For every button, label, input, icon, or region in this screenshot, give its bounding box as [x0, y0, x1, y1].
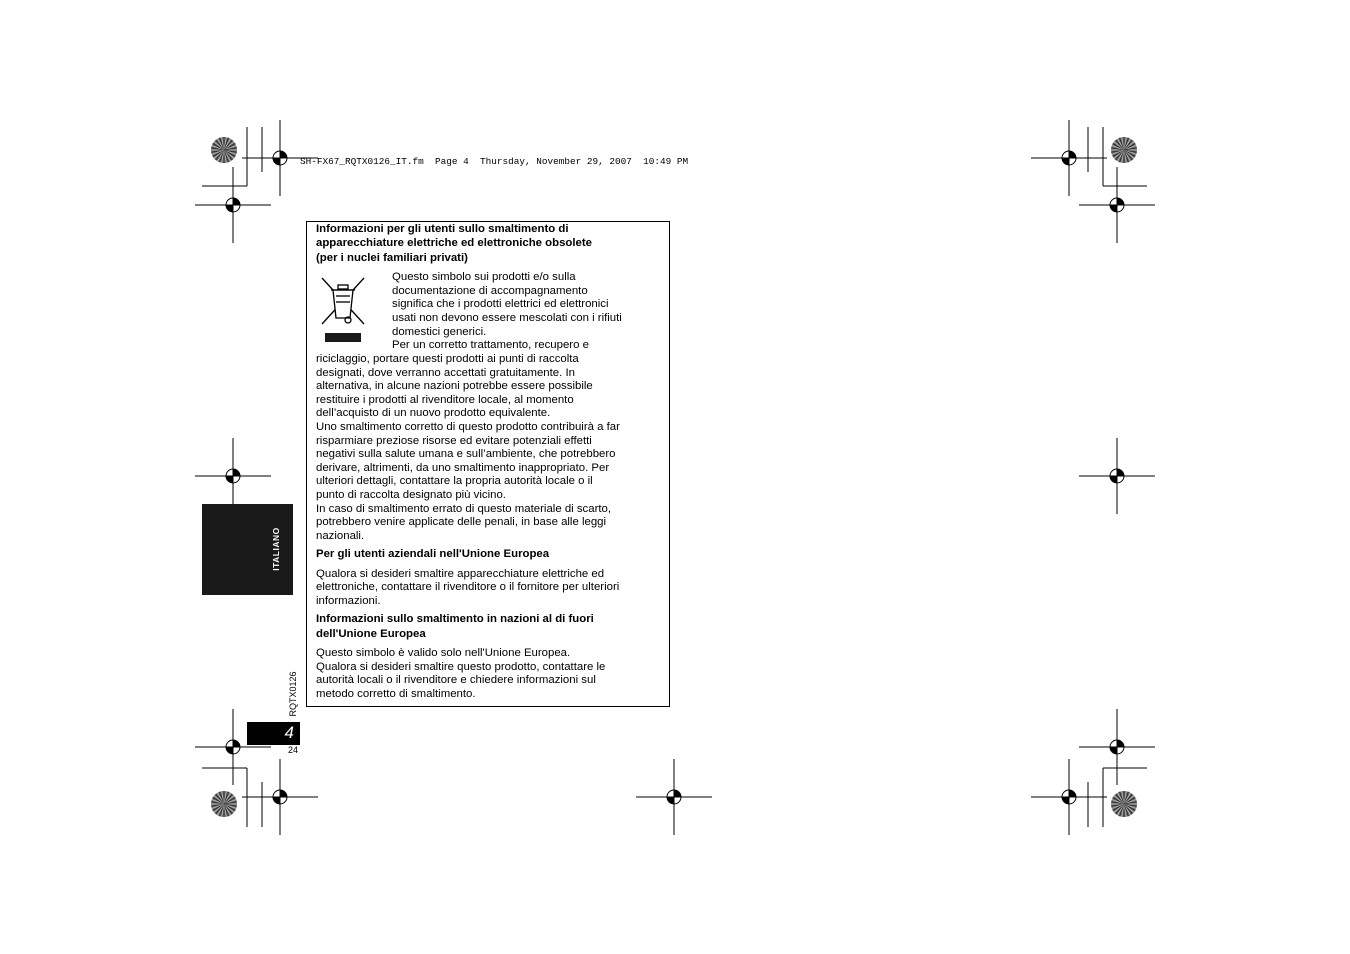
notice-title-line: (per i nuclei familiari privati) — [316, 252, 468, 264]
crosshair-mark — [195, 167, 271, 243]
crosshair-mark — [1079, 438, 1155, 514]
crossed-out-wheeled-bin-icon — [318, 276, 368, 346]
page-number-box — [247, 722, 300, 745]
outside-eu-text-line: autorità locali o il rivenditore e chiedere informazioni sul — [316, 674, 596, 686]
page-number: 4 — [284, 723, 294, 742]
body-text-line: risparmiare preziose risorse ed evitare potenziali effetti — [316, 435, 592, 447]
body-text-line: Uno smaltimento corretto di questo prodotto contribuirà a far — [316, 421, 620, 433]
body-text-line: restituire i prodotti al rivenditore locale, al momento — [316, 394, 574, 406]
body-text-line: alternativa, in alcune nazioni potrebbe essere possibile — [316, 380, 593, 392]
body-text-line: riciclaggio, portare questi prodotti ai punti di raccolta — [316, 353, 579, 365]
symbol-text-line: domestici generici. — [392, 326, 487, 338]
business-text-line: informazioni. — [316, 595, 381, 607]
body-text-line: derivare, altrimenti, da uno smaltimento inappropriato. Per — [316, 462, 610, 474]
body-text-line: punto di raccolta designato più vicino. — [316, 489, 506, 501]
crosshair-mark — [636, 759, 712, 835]
body-text-line: negativi sulla salute umana e sull’ambiente, che potrebbero — [316, 448, 616, 460]
outside-eu-text-line: Questo simbolo è valido solo nell'Unione Europea. — [316, 647, 571, 659]
business-text-line: elettroniche, contattare il rivenditore o il fornitore per ulteriori — [316, 581, 620, 593]
notice-title-line: apparecchiature elettriche ed elettroniche obsolete — [316, 237, 592, 249]
business-text-line: Qualora si desideri smaltire apparecchiature elettriche ed — [316, 568, 605, 580]
body-text-line: In caso di smaltimento errato di questo materiale di scarto, — [316, 503, 612, 515]
model-code: RQTX0126 — [288, 671, 298, 717]
starburst-mark — [211, 137, 237, 163]
file-info-header: SH-FX67_RQTX0126_IT.fm Page 4 Thursday, November 29, 2007 10:49 PM — [300, 156, 689, 167]
body-text-line: nazionali. — [316, 530, 365, 542]
crosshair-mark — [242, 759, 318, 835]
symbol-text-line: significa che i prodotti elettrici ed elettronici — [392, 298, 609, 310]
body-text-line: dell’acquisto di un nuovo prodotto equivalente. — [316, 407, 551, 419]
body-text-line: ulteriori dettagli, contattare la propria autorità locale o il — [316, 475, 593, 487]
symbol-text-line: Questo simbolo sui prodotti e/o sulla — [392, 271, 576, 283]
notice-title-line: Informazioni per gli utenti sullo smaltimento di — [316, 223, 569, 235]
crosshair-mark — [1031, 759, 1107, 835]
body-text-line: designati, dove verranno accettati gratuitamente. In — [316, 367, 575, 379]
crosshair-mark — [195, 438, 271, 514]
language-tab-label: ITALIANO — [271, 527, 281, 571]
crosshair-mark — [1079, 709, 1155, 785]
sub-page-number: 24 — [288, 745, 299, 755]
starburst-mark — [211, 791, 237, 817]
crosshair-mark — [1031, 120, 1107, 196]
symbol-text-line: Per un corretto trattamento, recupero e — [392, 339, 589, 351]
crosshair-mark — [1079, 167, 1155, 243]
outside-eu-heading: Informazioni sullo smaltimento in nazioni al di fuori — [316, 613, 594, 625]
outside-eu-text-line: Qualora si desideri smaltire questo prodotto, contattare le — [316, 661, 606, 673]
symbol-text-line: usati non devono essere mescolati con i rifiuti — [392, 312, 622, 324]
starburst-mark — [1111, 791, 1137, 817]
business-heading: Per gli utenti aziendali nell'Unione Europea — [316, 548, 550, 560]
symbol-text-line: documentazione di accompagnamento — [392, 285, 588, 297]
starburst-mark — [1111, 137, 1137, 163]
outside-eu-heading: dell'Unione Europea — [316, 628, 426, 640]
body-text-line: potrebbero venire applicate delle penali, in base alle leggi — [316, 516, 607, 528]
outside-eu-text-line: metodo corretto di smaltimento. — [316, 688, 476, 700]
crosshair-mark — [195, 709, 271, 785]
